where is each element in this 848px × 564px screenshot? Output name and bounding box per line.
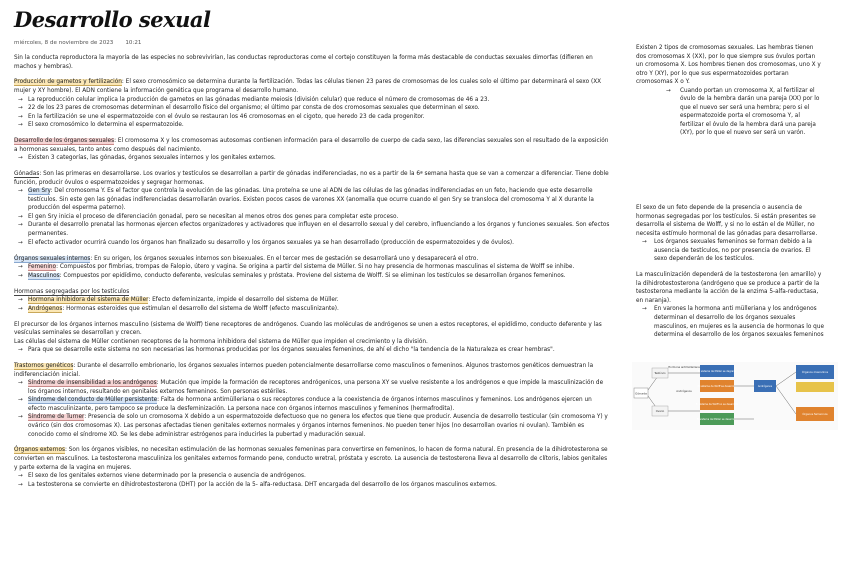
celulas-paragraph: Las células del sistema de Müller contienen receptores de la hormona inhibidora del sistema de Müller que impiden el crecimiento y la división. <box>14 338 428 345</box>
box-organos-masculinos-label: Órganos masculinos <box>801 371 829 374</box>
arrow-icon: → <box>18 188 23 195</box>
masculinos-text: : Compuestos por epidídimo, conducto deferente, vesículas seminales y próstata. Proviene del sistema de Wolff. Si se eliminan los testículos se desarrollan órganos femeninos. <box>59 272 566 279</box>
box-wolff-desarrolla-label: El sistema de Wolff se desarrolla <box>697 385 737 388</box>
intro-paragraph: Sin la conducta reproductora la mayoría de las especies no sobrevivirían, las conductas reproductoras come el cortejo constituyen la forma más destacable de conductas sexuales dimorfas (difieren en machos y hembras). <box>14 55 593 70</box>
list-item-text: Cuando portan un cromosoma X, al fertilizar el óvulo de la hembra darán una pareja (XX) por lo que el nuevo ser será una hembra; pero si el espermatozoide porta el cromosoma Y, al fertilizar el óvulo de la hembra dará una pareja (XY), por lo que el nuevo ser será un varón. <box>680 87 820 137</box>
list-item <box>14 481 610 490</box>
androgenos-text: : Hormonas esteroides que estimulan el desarrollo del sistema de Wolff (efecto masculinizante). <box>62 305 339 312</box>
list-item-text <box>28 396 610 413</box>
arrow-icon: → <box>642 239 647 246</box>
list-item-text: Existen 3 categorías, las gónadas, órganos sexuales internos y los genitales externos. <box>28 155 276 162</box>
androgenos-label: Andrógenos <box>676 390 692 393</box>
term-gametos: Producción de gametos y fertilización <box>14 79 122 86</box>
list-item <box>14 154 610 163</box>
section-organos-text: : El cromosoma X y los cromosomas autosomas contienen información para el desarrollo de cuerpo de cada sexo, las diferencias sexuales son el resultado de la exposición a hormonas sexuales, tanto antes como después del nacimiento. <box>14 138 609 153</box>
amh-label: Hormona antimülleriana <box>668 366 700 369</box>
list-item-text: 22 de los 23 pares de cromosomas determinan el desarrollo físico del organismo; el último par consta de dos cromosomas sexuales que determinan el sexo. <box>28 105 480 112</box>
left-column <box>14 54 610 489</box>
list-item <box>14 213 610 222</box>
list-item <box>636 305 824 339</box>
box-yellow <box>796 382 834 392</box>
term-insensibilidad: Síndrome de insensibilidad a los andrógenos <box>28 380 157 387</box>
section-internos <box>14 255 610 264</box>
list-item <box>636 87 824 138</box>
list-item <box>14 396 610 413</box>
right-block-masculinizacion: La masculinización dependerá de la testosterona (en amarillo) y la dihidrotestosterona (andrógeno que se produce a partir de la testosterona mediante la acción de la enzima 5-alfa-reductasa, en naranja). <box>636 272 822 304</box>
list-item <box>14 296 610 305</box>
diagram-svg <box>632 362 838 430</box>
section-hormonas <box>14 288 610 297</box>
box-muller-degrada-label: El sistema de Müller se degrada <box>697 370 737 373</box>
box-muller-desarrolla-label: El sistema de Müller se desarrolla <box>696 418 738 421</box>
term-androgenos: Andrógenos <box>28 305 63 312</box>
section-externos-text: : Son los órganos visibles, no necesitan estimulación de las hormonas sexuales femeninas para convertirse en femeninos, lo hacen de forma natural. En presencia de la dihidrotesterona se convierten en masculinos. La testosterona masculiniza los genitales externos formando pene, conducto wretral, próstata y escroto. La ausencia de testosterona lleva al desarrollo de clítoris, labios genitales y parte externa de la vagina en mujeres. <box>14 447 608 471</box>
list-item-text: El sexo de los genitales externos viene determinado por la presencia o ausencia de andrógenos. <box>28 473 306 480</box>
list-item-text <box>28 379 610 396</box>
term-gen-sry: Gen Sry <box>28 188 51 195</box>
arrow-icon: → <box>18 213 23 220</box>
list-item-text: La testosterona se convierte en dihidrotestosterona (DHT) por la acción de la 5- alfa-reductasa. DHT encargada del desarrollo de los órganos masculinos externos. <box>28 481 497 488</box>
term-organos-sexuales: Desarrollo de los órganos sexuales <box>14 138 115 145</box>
list-item-text: Para que se desarrolle este sistema no son necesarias las hormonas producidas por los órganos sexuales femeninos, de ahí el dicho "la tendencia de la Naturaleza es crear hembras". <box>28 347 555 354</box>
arrow-icon: → <box>18 272 23 279</box>
note-date: miércoles, 8 de noviembre de 2023 <box>14 40 114 46</box>
list-item <box>14 187 610 213</box>
arrow-icon: → <box>18 481 23 488</box>
list-item <box>636 238 824 264</box>
gen-sry-text: : Del cromosoma Y. Es el factor que controla la evolución de las gónadas. Una proteína se une al ADN de las células de las gónadas indiferenciadas en un feto, haciendo que este desarrolle testículos. Sin este gen las gónadas indiferenciadas desarrollarán ovarios. Existen pocos casos de varones XX (anomalía que ocurre cuando el gen Sry se transloca del cromosoma Y al X durante la producción del esperma paterno). <box>28 188 594 212</box>
arrow-icon: → <box>18 347 23 354</box>
list-item-text: En la fertilización se une el espermatozoide con el óvulo se restauran los 46 cromosomas en el cigoto, que heredo 23 de cada progenitor. <box>28 113 425 120</box>
term-trastornos: Trastornos genéticos <box>14 363 74 370</box>
section-gonadas-text: : Son las primeras en desarrollarse. Los ovarios y testículos se desarrollan a partir de gónadas indiferenciadas, no es a partir de la 6ª semana hasta que se van a comenzar a diferenciar. Tiene doble función, producir óvulos o espermatozoides y segregar hormonas. <box>14 171 609 186</box>
arrow-icon: → <box>666 87 671 94</box>
list-item-text: El sexo cromosómico lo determina el espermatozoide. <box>28 122 184 129</box>
list-item <box>14 96 610 105</box>
arrow-icon: → <box>18 397 23 404</box>
section-trastornos <box>14 362 610 379</box>
section-gametos <box>14 78 610 95</box>
list-item-text <box>28 263 610 272</box>
arrow-icon: → <box>18 239 23 246</box>
arrow-icon: → <box>18 305 23 312</box>
term-muller-persistente: Síndrome del conducto de Müller persistente <box>28 397 158 404</box>
arrow-icon: → <box>18 122 23 129</box>
gonada-label: Gónada <box>635 391 647 396</box>
list-item <box>14 104 610 113</box>
note-time: 10:21 <box>125 40 142 46</box>
list-item-text: La reproducción celular implica la producción de gametos en las gónadas mediante meiosis (división celular) que reduce el número de cromosomas de 46 a 23. <box>28 96 490 103</box>
precursor-paragraph: El precursor de los órganos internos masculino (sistema de Wolff) tiene receptores de andrógenos. Cuando las moléculas de andrógenos se unen a estos receptores, el epidídimo, conducto deferente y las vesículas seminales se desarrollan y crecen. <box>14 321 602 337</box>
arrow-icon: → <box>642 306 647 313</box>
arrow-icon: → <box>18 113 23 120</box>
section-externos <box>14 446 610 472</box>
list-item-text <box>28 413 610 439</box>
arrow-icon: → <box>18 155 23 162</box>
section-trastornos-text: : Durante el desarrollo embrionario, los órganos sexuales internos pueden potencialmente desarrollarse como masculinos o femeninos. Algunos trastornos genéticos demuestran la indiferenciación inicial. <box>14 363 594 378</box>
right-block-feto: El sexo de un feto depende de la presencia o ausencia de hormonas segregadas por los testículos. Si están presentes se desarrolla el sistema de Wolff, y si no lo están el de Müller, no necesita estímulo hormonal de las gónadas para desarrollarse. <box>636 205 818 237</box>
list-item <box>14 113 610 122</box>
arrow-icon: → <box>18 264 23 271</box>
list-item-text: El gen Sry inicia el proceso de diferenciación gonadal, pero se necesitan al menos otros dos genes para completar este proceso. <box>28 213 399 220</box>
section-gonadas <box>14 170 610 187</box>
arrow-icon: → <box>18 222 23 229</box>
section-gametos-text: : El sexo cromosómico se determina durante la fertilización. Todas las células tienen 23 pares de cromosomas de los cuales solo el último par determinará el sexo (XX mujer y XY hombre). El ADN contiene la información genética que programa el desarrollo humano. <box>14 79 602 95</box>
arrow-icon: → <box>18 380 23 387</box>
section-organos-sexuales <box>14 137 610 154</box>
list-item-text: El efecto activador ocurrirá cuando los órganos han finalizado su desarrollo y los órganos sexuales ya se han desarrollado (producción de espermatozoides y de óvulos). <box>28 239 514 246</box>
page-title: Desarrollo sexual <box>14 7 211 32</box>
note-timestamp <box>14 40 142 46</box>
arrow-icon: → <box>18 297 23 304</box>
list-item <box>14 305 610 314</box>
term-turner: Síndrome de Turner <box>28 414 85 421</box>
ovario-label: Ovario <box>655 410 665 413</box>
femenino-text: : Compuestos por fimbrias, trompas de Falopio, útero y vagina. Se origina a partir del sistema de Müller. Si no hay presencia de hormonas masculinas el sistema de Wolff se inhibe. <box>56 264 575 271</box>
section-internos-text: : En su origen, los órganos sexuales internos son bisexuales. En el tercer mes de gestación se desarrollará uno y desaparecerá el otro. <box>90 255 479 262</box>
list-item-text: Durante el desarrollo prenatal las hormonas ejercen efectos organizadores y activadores que influyen en el desarrollo sexual y del cerebro, influenciando a los órganos y funciones sexuales. Son efectos permanentes. <box>28 222 610 238</box>
right-block-cromosomas: Existen 2 tipos de cromosomas sexuales. Las hembras tienen dos cromosomas X (XX), por lo que siempre sus óvulos portan un cromosoma X. Los hombres tienen dos cromosomas, uno X y otro Y (XY), por lo que sus espermatozoides portaran cromosomas X o Y. <box>636 45 821 86</box>
term-gonadas: Gónadas <box>14 171 40 178</box>
term-hormonas: Hormonas segregadas por los testículos <box>14 288 130 295</box>
list-item-text <box>28 305 610 314</box>
list-item <box>14 413 610 439</box>
arrow-icon: → <box>18 473 23 480</box>
arrow-icon: → <box>18 414 23 421</box>
list-item-text <box>28 272 610 281</box>
list-item-text: En varones la hormona anti mülleriana y los andrógenos determinan el desarrollo de los órganos sexuales masculinos, en mujeres es la ausencia de hormonas lo que determina el desarrollo de los órganos sexuales femeninos <box>654 306 825 339</box>
list-item <box>14 239 610 248</box>
term-masculinos: Masculinos <box>28 272 60 279</box>
term-femenino: Femenino <box>28 264 57 271</box>
muller-persistente-text: : Falta de hormona antimülleriana o sus receptores conduce a la coexistencia de órganos internos masculinos y femeninos. Los andrógenos ejercen un efecto masculinizante, pero tampoco se produce la desfeminización. La persona nace con órganos internos masculinos y femeninos (hermafrodita). <box>28 397 592 412</box>
list-item-text: Los órganos sexuales femeninos se forman debido a la ausencia de testículos, no por presencia de ovarios. El sexo dependerán de los testículos. <box>654 239 812 263</box>
list-item <box>14 346 610 355</box>
turner-text: : Presencia de solo un cromosoma X debido a un espermatozoide defectuoso que no genera los efectos que tiene que producir. Ausencia de desarrollo testicular (sin cromosoma Y) y ovárico (sin dos cromosomas X). Las personas afectadas tienen genitales externos normales y órganos internos femeninos. No pueden tener hijos (no desarrollan ovarios ni ovulan). También es conocido como el síndrome XO. Se les debe administrar estrógenos para inducirles la pubertad y maduración sexual. <box>28 414 608 438</box>
box-organos-femeninos-label: Órganos femeninos <box>802 413 828 416</box>
right-column <box>636 44 824 340</box>
insensibilidad-text: : Mutación que impide la formación de receptores andrógenicos, una persona XY se vuelve resistente a los andrógenos e que impide la masculinización de los órganos internos, resultando en genitales externos femeninos. Son personas estériles. <box>28 380 604 395</box>
list-item <box>14 472 610 481</box>
arrow-icon: → <box>18 105 23 112</box>
box-androgenos-label: Andrógenos <box>757 385 773 388</box>
arrow-icon: → <box>18 96 23 103</box>
list-item-text <box>28 187 610 213</box>
hormona-inhibidora-text: : Efecto defeminizante, impide el desarrollo del sistema de Müller. <box>148 297 339 304</box>
list-item <box>14 272 610 281</box>
box-wolff-no-label: El sistema de Wolff no se desarrolla <box>695 403 739 406</box>
list-item-text <box>28 296 610 305</box>
term-internos: Órganos sexuales internos <box>14 255 91 262</box>
testiculo-label: Testículo <box>654 372 666 375</box>
term-hormona-inhibidora: Hormona inhibidora del sistema de Müller <box>28 297 149 304</box>
list-item <box>14 221 610 238</box>
list-item <box>14 379 610 396</box>
term-externos: Órganos externos <box>14 447 66 454</box>
list-item <box>14 263 610 272</box>
list-item <box>14 121 610 130</box>
sex-differentiation-diagram <box>632 362 838 430</box>
